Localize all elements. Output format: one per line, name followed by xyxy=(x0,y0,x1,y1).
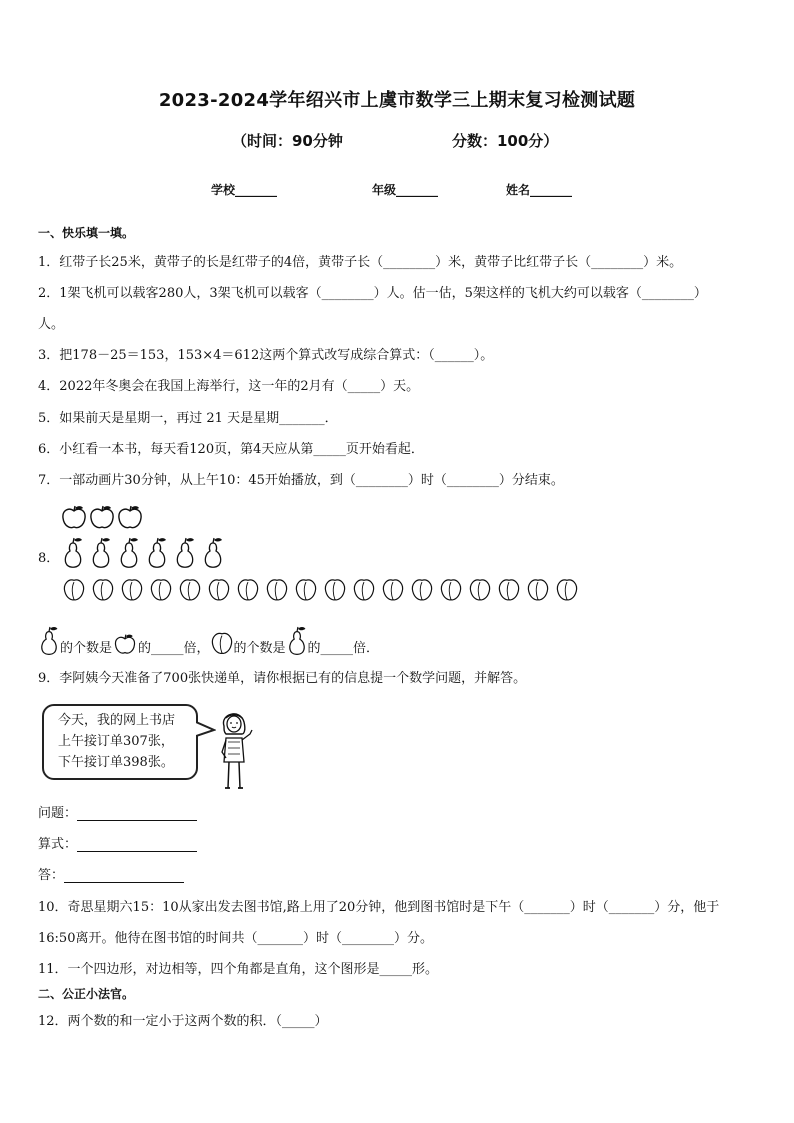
answer-question-label: 问题： xyxy=(38,806,78,821)
peach-icon xyxy=(468,576,492,603)
school-field: 学校_______ xyxy=(211,183,278,197)
answer-formula-label: 算式： xyxy=(38,837,78,852)
peach-icon xyxy=(210,630,234,656)
answer-question xyxy=(38,802,197,821)
peach-icon xyxy=(439,576,463,603)
answer-question-line[interactable] xyxy=(77,806,197,821)
answer-reply-label: 答： xyxy=(38,868,65,883)
section-2-heading: 二、公正小法官。 xyxy=(38,987,135,1001)
pear-icon xyxy=(90,537,112,569)
peach-icon xyxy=(555,576,579,603)
apple-icon xyxy=(60,503,88,531)
question-9: 9．李阿姨今天准备了700张快递单，请你根据已有的信息提一个数学问题，并解答。 xyxy=(38,671,527,686)
section-1-heading: 一、快乐填一填。 xyxy=(38,226,135,240)
apple-row xyxy=(60,503,144,531)
question-1: 1．红带子长25米，黄带子的长是红带子的4倍，黄带子长（________）米，黄带子比红带子长（________）米。 xyxy=(38,255,683,270)
q8-text-1: 的个数是 xyxy=(60,641,113,656)
peach-icon xyxy=(207,576,231,603)
peach-icon xyxy=(352,576,376,603)
pear-row xyxy=(62,537,224,569)
speech-bubble xyxy=(42,704,198,780)
bubble-tail-icon xyxy=(196,720,216,740)
peach-icon xyxy=(294,576,318,603)
pear-icon xyxy=(118,537,140,569)
question-2: 2．1架飞机可以载客280人，3架飞机可以载客（________）人。估一估，5架这样的飞机大约可以载客（________） xyxy=(38,286,707,301)
apple-icon xyxy=(88,503,116,531)
bubble-line-2: 上午接订单307张， xyxy=(58,734,174,749)
peach-icon xyxy=(410,576,434,603)
question-4: 4．2022年冬奥会在我国上海举行，这一年的2月有（_____）天。 xyxy=(38,379,420,394)
peach-icon xyxy=(236,576,260,603)
grade-field: 年级_______ xyxy=(372,183,439,197)
peach-row xyxy=(62,576,579,603)
peach-icon xyxy=(120,576,144,603)
question-12: 12．两个数的和一定小于这两个数的积．（_____） xyxy=(38,1014,328,1029)
exam-time: （时间：90分钟 xyxy=(232,132,343,150)
peach-icon xyxy=(497,576,521,603)
bubble-line-3: 下午接订单398张。 xyxy=(58,755,174,770)
question-8-number: 8． xyxy=(38,551,60,566)
peach-icon xyxy=(149,576,173,603)
question-8 xyxy=(38,626,379,656)
peach-icon xyxy=(526,576,550,603)
pear-icon xyxy=(174,537,196,569)
pear-icon xyxy=(146,537,168,569)
peach-icon xyxy=(323,576,347,603)
name-field: 姓名_______ xyxy=(506,183,573,197)
answer-reply xyxy=(38,864,184,883)
answer-reply-line[interactable] xyxy=(64,868,184,883)
q8-text-3: 的个数是 xyxy=(233,641,286,656)
peach-icon xyxy=(62,576,86,603)
question-5: 5．如果前天是星期一，再过 21 天是星期_______． xyxy=(38,411,338,426)
pear-icon xyxy=(286,626,308,656)
woman-figure-icon xyxy=(214,708,256,792)
exam-score: 分数：100分） xyxy=(452,132,559,150)
peach-icon xyxy=(91,576,115,603)
page-title: 2023-2024学年绍兴市上虞市数学三上期末复习检测试题 xyxy=(158,90,636,111)
peach-icon xyxy=(265,576,289,603)
question-10: 10．奇思星期六15：10从家出发去图书馆,路上用了20分钟，他到图书馆时是下午（_______）时（_______）分，他于 xyxy=(38,900,720,915)
pear-icon xyxy=(62,537,84,569)
q8-text-2: 的_____倍， xyxy=(138,641,210,656)
answer-formula-line[interactable] xyxy=(77,837,197,852)
peach-icon xyxy=(178,576,202,603)
bubble-line-1: 今天，我的网上书店 xyxy=(58,713,176,728)
question-2-continued: 人。 xyxy=(38,317,65,332)
apple-icon xyxy=(116,503,144,531)
question-7: 7．一部动画片30分钟，从上午10：45开始播放，到（________）时（________）分结束。 xyxy=(38,473,564,488)
question-6: 6．小红看一本书，每天看120页，第4天应从第_____页开始看起． xyxy=(38,442,424,457)
question-10-continued: 16:50离开。他待在图书馆的时间共（_______）时（________）分。 xyxy=(38,931,433,946)
answer-formula xyxy=(38,833,197,852)
question-11: 11．一个四边形，对边相等，四个角都是直角，这个图形是_____形。 xyxy=(38,962,439,977)
pear-icon xyxy=(38,626,60,656)
peach-icon xyxy=(381,576,405,603)
pear-icon xyxy=(202,537,224,569)
q8-text-4: 的_____倍． xyxy=(307,641,380,656)
question-3: 3．把178－25＝153，153×4＝612这两个算式改写成综合算式：（______）。 xyxy=(38,348,494,363)
apple-icon xyxy=(112,632,138,656)
